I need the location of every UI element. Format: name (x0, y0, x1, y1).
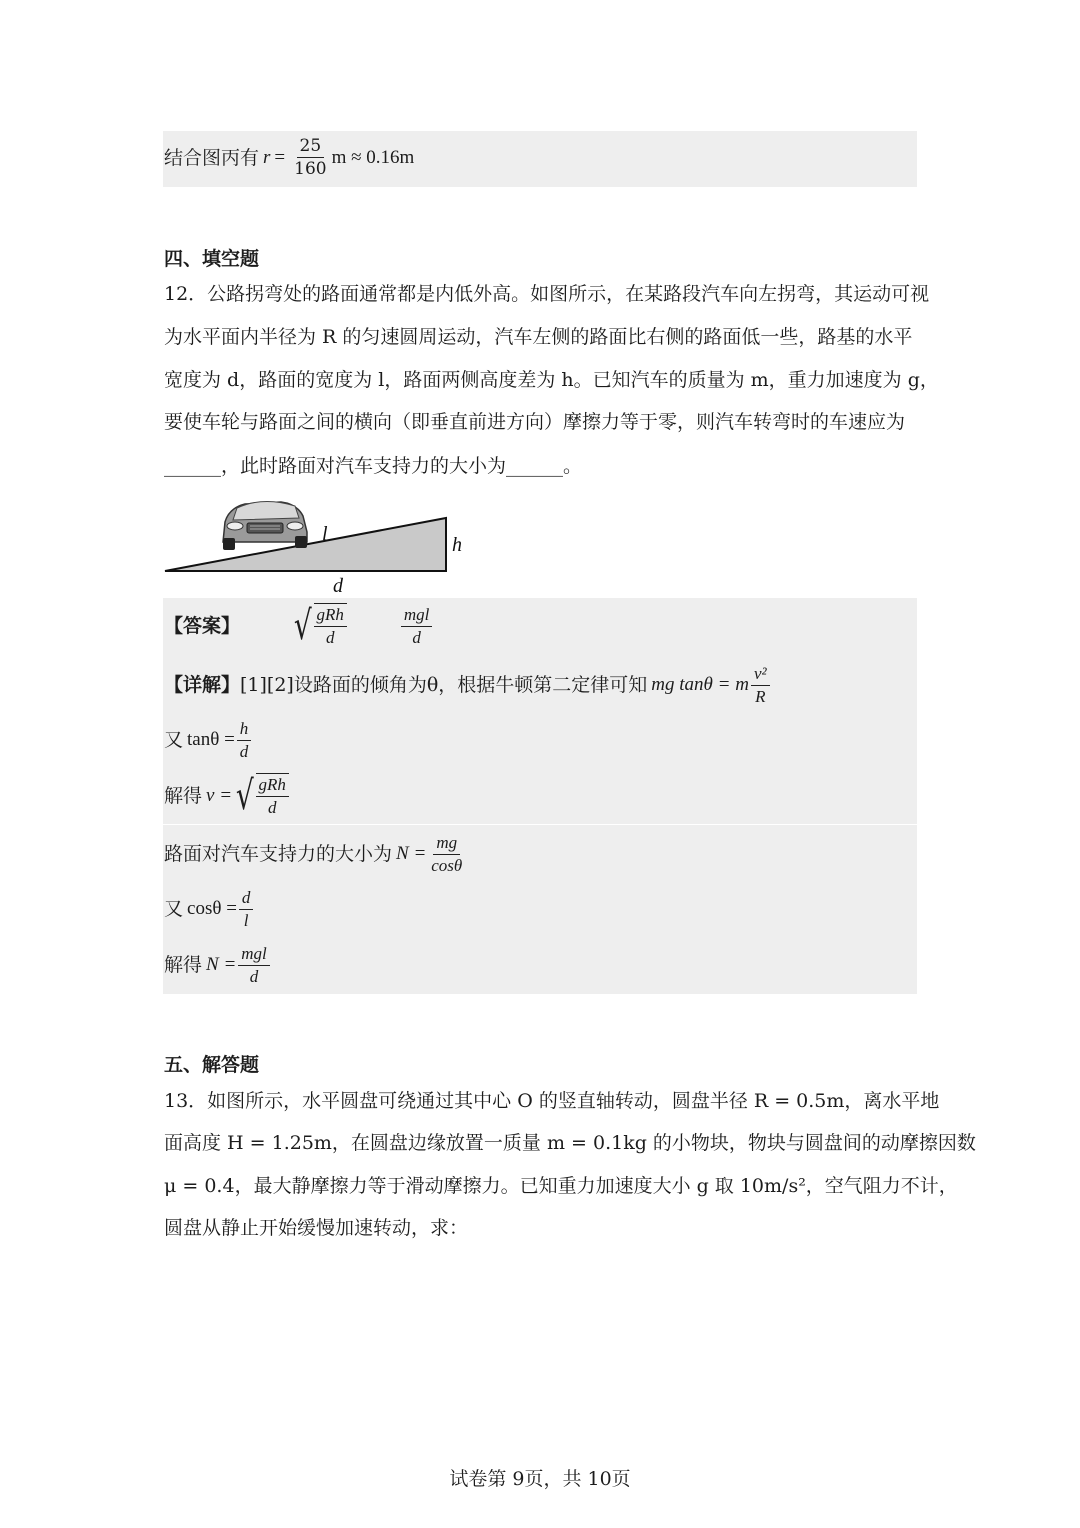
q13-line-3: μ = 0.4，最大静摩擦力等于滑动摩擦力。已知重力加速度大小 g 取 10m/s²，空气阻力不计， (164, 1175, 958, 1197)
q13-line-4: 圆盘从静止开始缓慢加速转动，求： (164, 1217, 469, 1239)
detail-label: 【详解】 (164, 674, 241, 696)
q12-line-4: 要使车轮与路面之间的横向（即垂直前进方向）摩擦力等于零，则汽车转弯时的车速应为 (164, 411, 906, 433)
answer-label: 【答案】 (164, 615, 241, 637)
answer-line (164, 600, 434, 652)
q12-line-3: 宽度为 d，路面的宽度为 l，路面两侧高度差为 h。已知汽车的质量为 m，重力加速度为 g， (164, 369, 939, 391)
answer-1: √ $\frac{\text{gRh}}{d}$ (290, 603, 347, 649)
equals: = (274, 146, 286, 168)
section4-heading: 四、填空题 (164, 248, 260, 270)
top-solution-line (164, 135, 414, 180)
q12-line-2: 为水平面内半径为 R 的匀速圆周运动，汽车左侧的路面比右侧的路面低一些，路基的水平 (164, 326, 913, 348)
label-h: h (452, 534, 462, 556)
fraction-25-160: $\frac{25}{160}$ (294, 136, 327, 179)
car-image (223, 501, 307, 550)
top-suffix: m ≈ 0.16m (331, 146, 415, 168)
q12-line-1: 12．公路拐弯处的路面通常都是内低外高。如图所示，在某路段汽车向左拐弯，其运动可视 (164, 283, 930, 305)
q13-line-1: 13．如图所示，水平圆盘可绕通过其中心 O 的竖直轴转动，圆盘半径 R = 0.5m，离水平地 (164, 1090, 940, 1112)
page-footer: 试卷第 9页，共 10页 (449, 1468, 631, 1490)
label-d: d (333, 575, 343, 597)
incline-figure (160, 488, 480, 598)
q13-line-2: 面高度 H = 1.25m，在圆盘边缘放置一质量 m = 0.1kg 的小物块，物块与圆盘间的动摩擦因数 (164, 1132, 976, 1154)
detail-line-5: 又 cosθ = $\frac{d}{l}$ (164, 885, 255, 933)
q12-line-5: ______，此时路面对汽车支持力的大小为______。 (164, 455, 583, 477)
answer-2: $\frac{\text{mgl}}{d}$ (401, 604, 433, 649)
detail-line-1: 【详解】 [1][2]设路面的倾角为θ，根据牛顿第二定律可知 mg tanθ = m $\frac{\text{v²}}{R}$ (164, 660, 772, 710)
section5-heading: 五、解答题 (164, 1054, 260, 1076)
label-l: l (322, 523, 328, 545)
detail-line-2: 又 tanθ = $\frac{h}{d}$ (164, 716, 253, 764)
detail-line-6: 解得 N = $\frac{\text{mgl}}{d}$ (164, 941, 272, 989)
detail-line-4: 路面对汽车支持力的大小为 N = $\frac{mg}{\cos\theta}$ (164, 832, 463, 875)
top-prefix: 结合图丙有 (164, 146, 260, 169)
var-r: r (263, 146, 271, 168)
detail-line-3: 解得 v = √ $\frac{\text{gRh}}{d}$ (164, 771, 289, 821)
